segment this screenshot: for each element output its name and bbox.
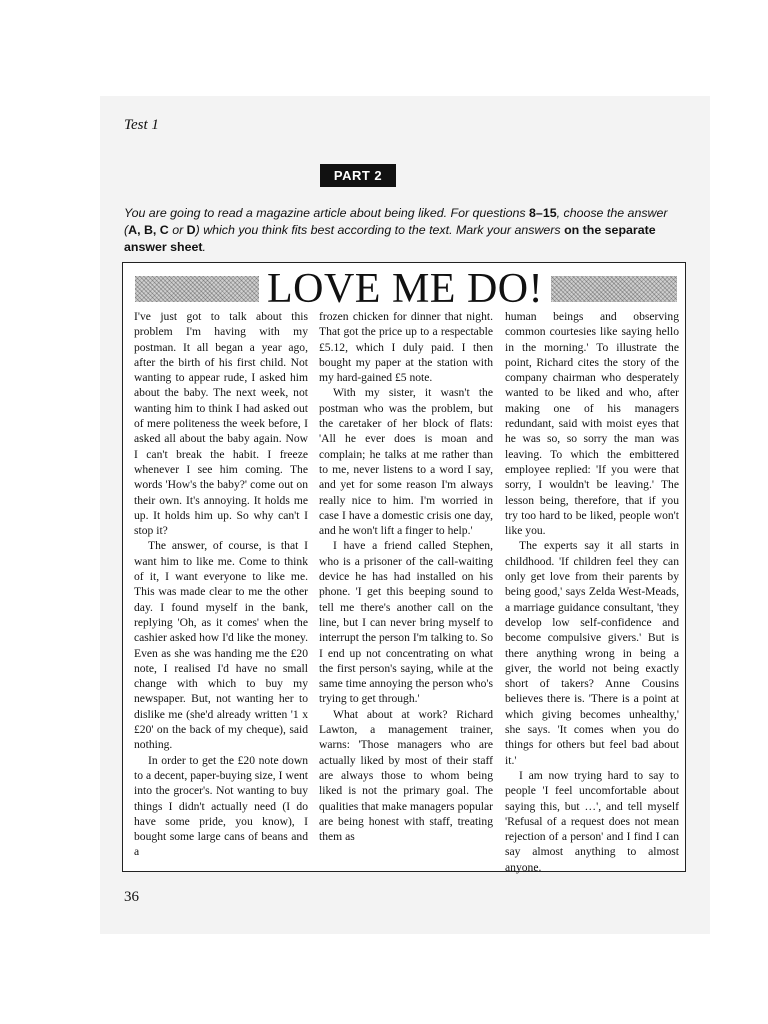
instructions-text: or <box>168 223 187 237</box>
paragraph: I've just got to talk about this problem I'm having with my postman. It all began a year ago, after the birth of his first child. Not wanting to appear rude, I asked him about the baby. The next week, not wanting him to think I had asked out of mere politeness the week before, I asked all about the baby again. Now I can't break the habit. I freeze whenever I see him coming. The words 'How's the baby?' come out on their own. It's annoying. It holds me up. It holds him up. So why can't I stop it? <box>134 310 308 538</box>
instructions-text: , choose the answer ( <box>124 206 668 237</box>
title-decoration-left <box>135 276 259 302</box>
article-column-2 <box>319 309 493 844</box>
title-decoration-right <box>551 276 677 302</box>
article-column-3 <box>505 309 679 875</box>
article-column-1 <box>134 309 308 860</box>
instructions-text: ) which you think fits best according to the text. Mark your answers <box>195 223 565 237</box>
part-label: PART 2 <box>333 168 383 183</box>
answer-sheet-note: on the separate answer sheet <box>124 223 656 254</box>
paragraph: In order to get the £20 note down to a decent, paper-buying size, I went into the grocer's. Not wanting to buy things I didn't actually need (I do have some pride, you know), I bought some large cans of beans and a <box>134 753 308 859</box>
answer-letter-d: D <box>186 223 196 237</box>
paragraph: human beings and observing common courtesies like saying hello in the morning.' To illustrate the point, Richard cites the story of the company chairman who desperately wanted to be liked and who, after making one of his managers redundant, said with moist eyes that he was so, so sorry the man was leaving. To which the embittered employee replied: 'If you were that sorry, I wouldn't be leaving.' The lesson being, therefore, that if you try too hard to be liked, people won't like you. <box>505 310 679 538</box>
page-number: 36 <box>124 889 139 905</box>
instructions <box>124 205 684 256</box>
instructions-text: You are going to read a magazine article about being liked. For questions <box>124 206 530 220</box>
article-title-row <box>135 266 677 312</box>
test-label: Test 1 <box>124 117 159 133</box>
paragraph: The answer, of course, is that I want him to like me. Come to think of it, I want everyone to like me. This was made clear to me the other day. I found myself in the bank, replying 'Oh, as it comes' when the cashier asked how I'd like the money. Even as she was handing me the £20 note, I realised I'd have no small change with which to buy my newspaper. But, not wanting her to dislike me (she'd already written '1 x £20' on the back of my cheque), said nothing. <box>134 539 308 752</box>
paragraph: I am now trying hard to say to people 'I feel uncomfortable about saying this, but …', and tell myself 'Refusal of a request does not mean rejection of a person' and I find I can say almost anything to almost anyone. <box>505 768 679 874</box>
paragraph: frozen chicken for dinner that night. That got the price up to a respectable £5.12, which I duly paid. I then bought my paper at the station with my hard-gained £5 note. <box>319 310 493 385</box>
instructions-text: . <box>202 240 206 254</box>
paragraph: I have a friend called Stephen, who is a prisoner of the call-waiting device he has had installed on his phone. 'I get this beeping sound to tell me there's another call on the line, but I can never bring myself to interrupt the person I'm talking to. So I end up not concentrating on what the first person's saying, while at the same time annoying the person who's trying to get through.' <box>319 539 493 706</box>
article-box <box>122 262 686 872</box>
paragraph: The experts say it all starts in childhood. 'If children feel they can only get love from their parents by being good,' says Zelda West-Meads, a marriage guidance consultant, 'they develop low self-confidence and become compulsive givers.' But is there anything wrong in being a giver, the world not being exactly short of takers? Anne Cousins believes there is. 'There is a point at which giving becomes unhealthy,' she says. 'It comes when you do things for others but feel bad about it.' <box>505 539 679 767</box>
question-range: 8–15 <box>529 206 557 220</box>
part-heading <box>320 164 396 187</box>
article-title: LOVE ME DO! <box>266 266 544 312</box>
paragraph: With my sister, it wasn't the postman who was the problem, but the caretaker of her block of flats: 'All he ever does is moan and complain; he talks at me rather than to me, never listens to a word I say, and yet for some reason I'm always really nice to him. I'm worried in case I have a domestic crisis one day, and he won't lift a finger to help.' <box>319 386 493 538</box>
answer-letters: A, B, C <box>128 223 169 237</box>
paragraph: What about at work? Richard Lawton, a management trainer, warns: 'Those managers who are actually liked by most of their staff are always those to whom being liked is not the primary goal. The qualities that make managers popular are being honest with staff, treating them as <box>319 707 493 844</box>
